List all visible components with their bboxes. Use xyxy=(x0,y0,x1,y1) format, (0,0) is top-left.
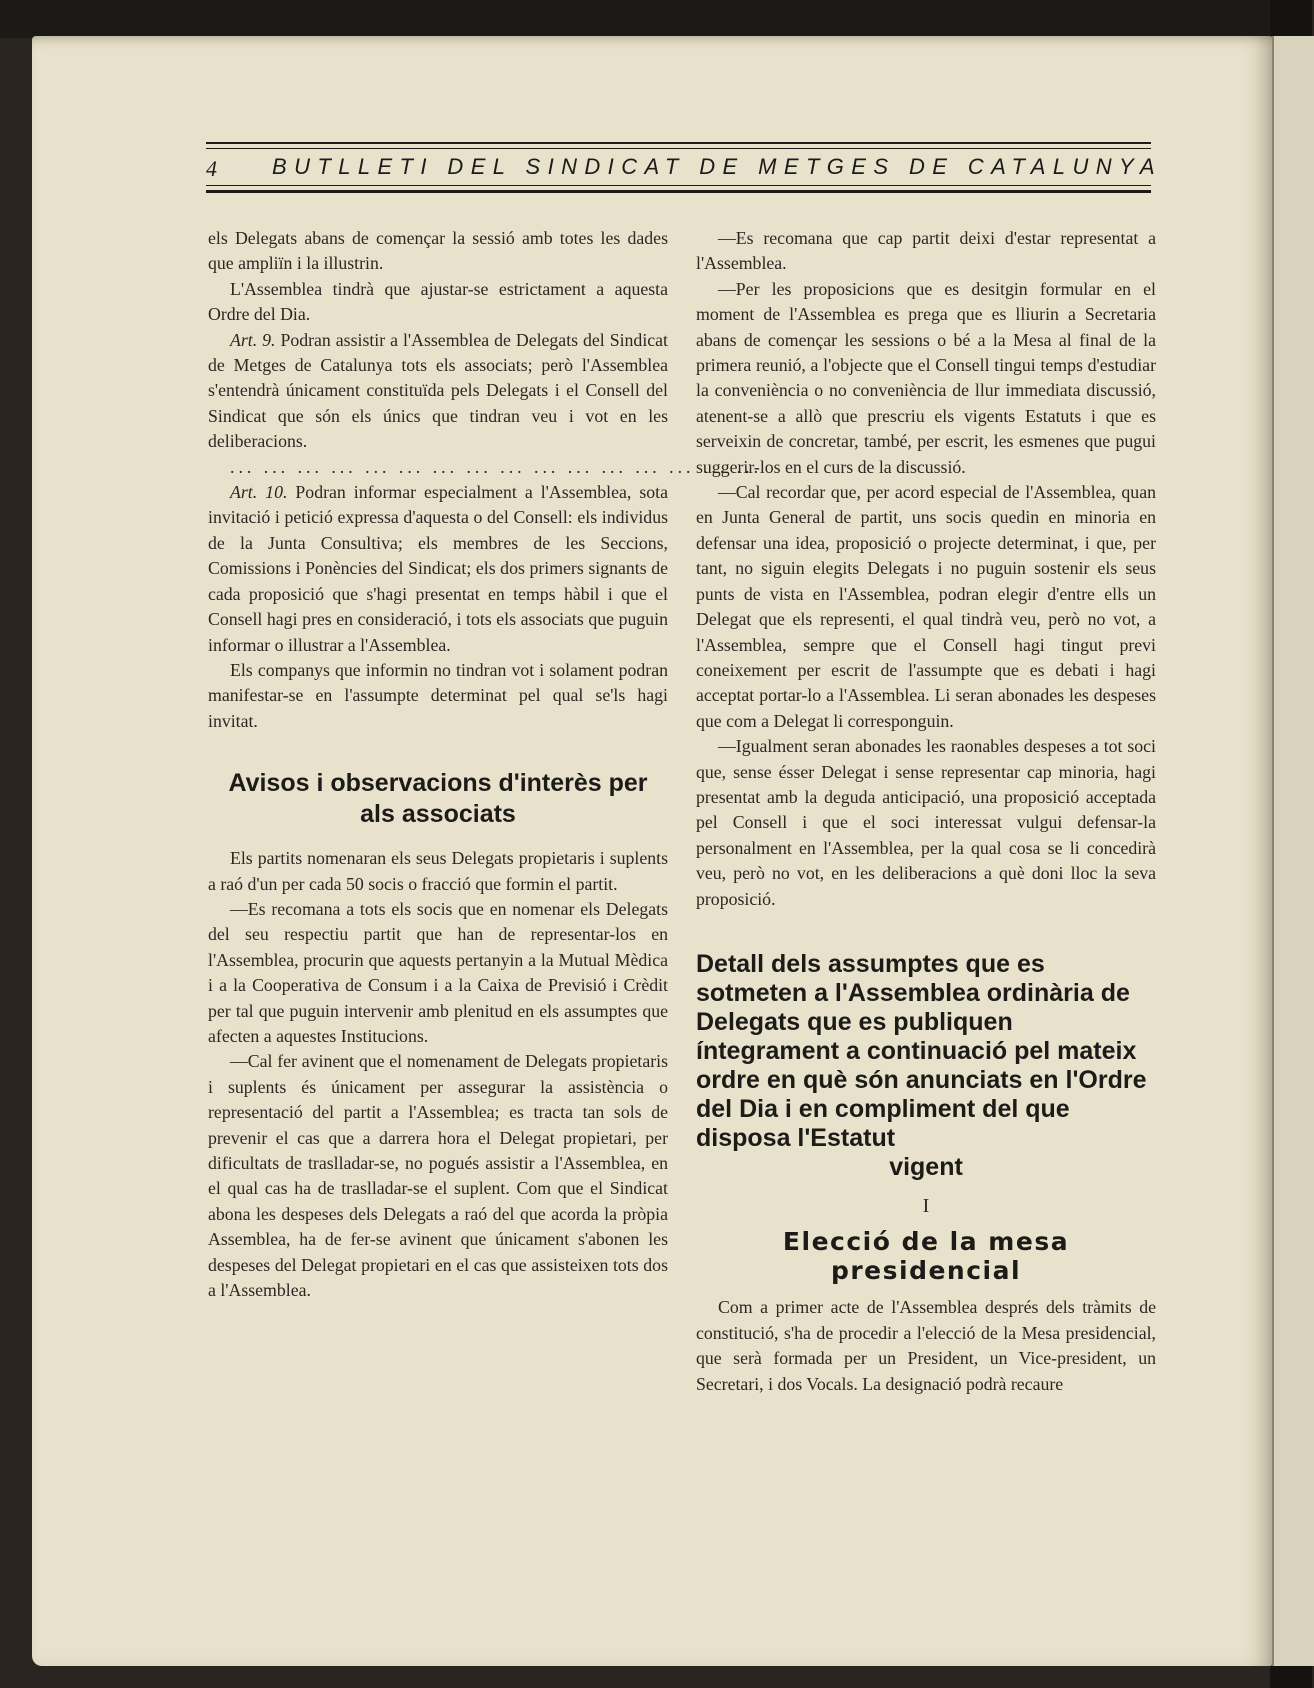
section-heading-last-word: vigent xyxy=(889,1152,963,1181)
section-heading: Avisos i observacions d'interès per als associats xyxy=(228,769,648,829)
journal-title: BUTLLETI DEL SINDICAT DE METGES DE CATALUNYA xyxy=(272,154,1162,179)
ellipsis-divider: ... ... ... ... ... ... ... ... ... ... ... ... ... ... ... ... xyxy=(230,456,763,477)
paragraph: Els companys que informin no tindran vot i solament podran manifestar-se en l'assumpte determinat pel qual se'ls hagi invitat. xyxy=(208,659,668,731)
paragraph: Els partits nomenaran els seus Delegats propietaris i suplents a raó d'un per cada 50 socis o fracció que formin el partit. xyxy=(208,848,668,894)
roman-numeral: I xyxy=(922,1194,930,1217)
paragraph: —Cal recordar que, per acord especial de l'Assemblea, quan en Junta General de partit, uns socis quedin en minoria en defensar una idea, proposició o projecte determinat, i que, per tant, no siguin elegits Delegats i no puguin sostenir els seus punts de vista en l'Assemblea, podran elegir d'entre ells un Delegat que els representi, el qual tindrà veu, però no vot, a l'Assemblea, sempre que el Consell hagi tingut previ coneixement per escrit de l'assumpte que es debati i hagi acceptat portar-lo a l'Assemblea. Li seran abonades les despeses que com a Delegat li corresponguin. xyxy=(696,482,1156,731)
paragraph: Com a primer acte de l'Assemblea després dels tràmits de constitució, s'ha de procedir a l'elecció de la Mesa presidencial, que serà formada per un President, un Vice-president, un Secretari, i dos Vocals. La designació podrà recaure xyxy=(696,1297,1156,1394)
header-rule-bottom-thin xyxy=(206,185,1151,186)
section-heading xyxy=(696,950,1156,1182)
subsection-heading: Elecció de la mesa presidencial xyxy=(782,1227,1070,1286)
adjacent-page-edge xyxy=(1272,36,1314,1666)
paragraph: —Per les proposicions que es desitgin formular en el moment de l'Assemblea es prega que es lliurin a Secretaria abans de començar les sessions o bé a la Mesa al final de la primera reunió, a l'objecte que el Consell tingui temps d'estudiar la conveniència o no conveniència de llur immediata discussió, atenent-se a allò que prescriu els vigents Estatuts i que es serveixin de concretar, també, per escrit, les esmenes que pugui suggerir-los en el curs de la discussió. xyxy=(696,278,1156,477)
page-number: 4 xyxy=(206,156,217,181)
page-header xyxy=(206,138,1162,200)
article-label: Art. 10. xyxy=(230,482,288,503)
article-label: Art. 9. xyxy=(230,329,276,350)
right-column xyxy=(696,226,1156,1397)
article-10 xyxy=(208,480,668,658)
article-text: Podran assistir a l'Assemblea de Delegats del Sindicat de Metges de Catalunya tots els associats; però l'Assemblea s'entendrà únicament constituïda pels Delegats i el Consell del Sindicat que són els únics que tindran veu i vot en les deliberacions. xyxy=(208,329,668,452)
paragraph: —Igualment seran abonades les raonables despeses a tot soci que, sense ésser Delegat i sense representar cap minoria, hagi presentat amb la deguda anticipació, una proposició acceptada pel Consell i que el soci interessat vulgui defensar-la personalment en l'Assemblea, per la qual cosa se li concedirà veu, però no vot, en les deliberacions a què doni lloc la seva proposició. xyxy=(696,736,1156,909)
header-rule-top-thin xyxy=(206,148,1151,149)
article-text: Podran informar especialment a l'Assemblea, sota invitació i petició expressa d'aquesta o del Consell: els individus de la Junta Consultiva; els membres de les Seccions, Comissions i Ponències del Sindicat; els dos primers signants de cada proposició que s'hagi presentat en temps hàbil i que el Consell hagi pres en consideració, i tots els associats que puguin informar o illustrar a l'Assemblea. xyxy=(208,482,668,655)
section-heading-text: Detall dels assumptes que es sotmeten a l'Assemblea ordinària de Delegats que es publiquen íntegrament a continuació pel mateix ordre en què són anunciats en l'Ordre del Dia i en compliment del que disposa l'Estatut xyxy=(696,949,1147,1152)
header-rule-top xyxy=(206,142,1151,144)
header-rule-bottom xyxy=(206,190,1151,193)
scan-background-top xyxy=(0,0,1312,38)
paragraph: L'Assemblea tindrà que ajustar-se estrictament a aquesta Ordre del Dia. xyxy=(208,278,668,325)
left-column xyxy=(208,226,763,1303)
article-9 xyxy=(208,328,668,455)
paragraph: —Es recomana a tots els socis que en nomenar els Delegats del seu respectiu partit que han de representar-los en l'Assemblea, procurin que aquests pertanyin a la Mutual Mèdica i a la Cooperativa de Consum i a la Caixa de Previsió i Crèdit per tal que puguin intervenir amb plenitud en els assumptes que afecten a aquestes Institucions. xyxy=(208,898,668,1046)
paragraph: els Delegats abans de començar la sessió amb totes les dades que ampliïn i la illustrin. xyxy=(208,228,668,274)
paragraph: —Es recomana que cap partit deixi d'estar representat a l'Assemblea. xyxy=(696,228,1156,274)
paragraph: —Cal fer avinent que el nomenament de Delegats propietaris i suplents és únicament per assegurar la assistència o representació del partit a l'Assemblea; es tracta tan sols de prevenir el cas que a darrera hora el Delegat propietari, per dificultats de traslladar-se, no pogués assistir a l'Assemblea, en el qual cas ha de traslladar-se el suplent. Com que el Sindicat abona les despeses dels Delegats a raó del que acorda la pròpia Assemblea, ha de fer-se avinent que únicament s'abonen les despeses del Delegat propietari en el cas que assisteixen tots dos a l'Assemblea. xyxy=(208,1051,668,1301)
